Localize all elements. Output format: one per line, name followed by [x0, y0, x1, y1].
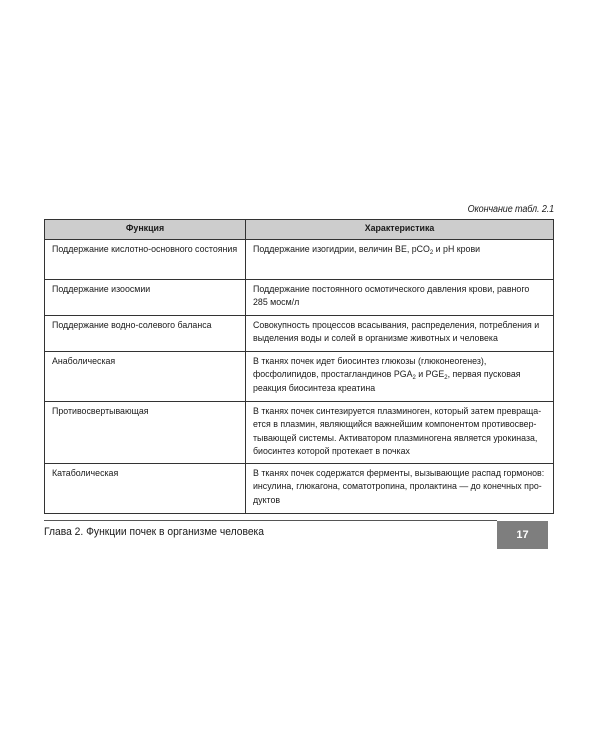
description-part: В тканях почек идет биосинтез глюкозы (глюконеогенез), фосфолипидов, простагландинов PGA [253, 355, 487, 380]
table-row [45, 279, 554, 315]
subscript: 2 [412, 374, 416, 381]
page-number-badge [497, 521, 548, 549]
function-text: Поддержание кислотно-основного состояния [52, 243, 238, 255]
function-cell [45, 315, 246, 351]
description-part: В тканях почек синтезируется плазминоген, который затем превраща-ется в плазмин, являющийся важнейшим компонентом противосвер-тывающей системы. Активатором плазминогена является урокиназа, биосинтез которой протекает в почках [253, 405, 542, 457]
description-text [253, 283, 545, 310]
function-text: Поддержание изоосмии [52, 283, 151, 295]
description-text [253, 319, 545, 346]
table-row [45, 463, 554, 513]
table-row [45, 351, 554, 401]
description-cell [246, 401, 554, 463]
description-part: и pH крови [433, 243, 481, 255]
table-header-row [45, 220, 554, 240]
page-number: 17 [516, 529, 529, 541]
description-part: и PGE [415, 369, 445, 380]
description-part: Поддержание изогидрии, величин BE, pCO [253, 243, 430, 255]
function-text: Поддержание водно-солевого баланса [52, 319, 212, 331]
functions-table [44, 219, 554, 514]
description-cell [246, 463, 554, 513]
description-text [253, 467, 545, 508]
header-function-label: Функция [125, 223, 165, 234]
header-characteristic-label: Характеристика [364, 223, 435, 234]
description-part: , первая пусковая реакция биосинтеза креатина [253, 369, 521, 394]
function-text: Катаболическая [52, 467, 119, 479]
chapter-title: Глава 2. Функции почек в организме человека [44, 526, 265, 538]
description-part: В тканях почек содержатся ферменты, вызывающие распад гормонов: инсулина, глюкагона, соматотропина, пролактина — до конечных про-дуктов [253, 467, 545, 506]
table-row [45, 239, 554, 279]
description-part: Поддержание постоянного осмотического давления крови, равного 285 мосм/л [253, 283, 530, 308]
function-text: Анаболическая [52, 355, 116, 367]
description-text [253, 405, 545, 459]
function-text: Противосвертывающая [52, 405, 149, 417]
description-text [253, 243, 545, 257]
table-row [45, 315, 554, 351]
description-text [253, 355, 545, 396]
function-cell [45, 351, 246, 401]
description-cell [246, 315, 554, 351]
footer-divider [44, 520, 497, 521]
description-cell [246, 279, 554, 315]
description-cell [246, 351, 554, 401]
header-characteristic [246, 220, 554, 240]
table-caption: Окончание табл. 2.1 [467, 204, 554, 215]
table-row [45, 401, 554, 463]
header-function [45, 220, 246, 240]
function-cell [45, 463, 246, 513]
subscript: 2 [444, 374, 448, 381]
description-part: Совокупность процессов всасывания, распределения, потребления и выделения воды и солей в организме животных и человека [253, 319, 540, 344]
function-cell [45, 401, 246, 463]
function-cell [45, 279, 246, 315]
description-cell [246, 239, 554, 279]
function-cell [45, 239, 246, 279]
subscript: 2 [429, 248, 434, 256]
